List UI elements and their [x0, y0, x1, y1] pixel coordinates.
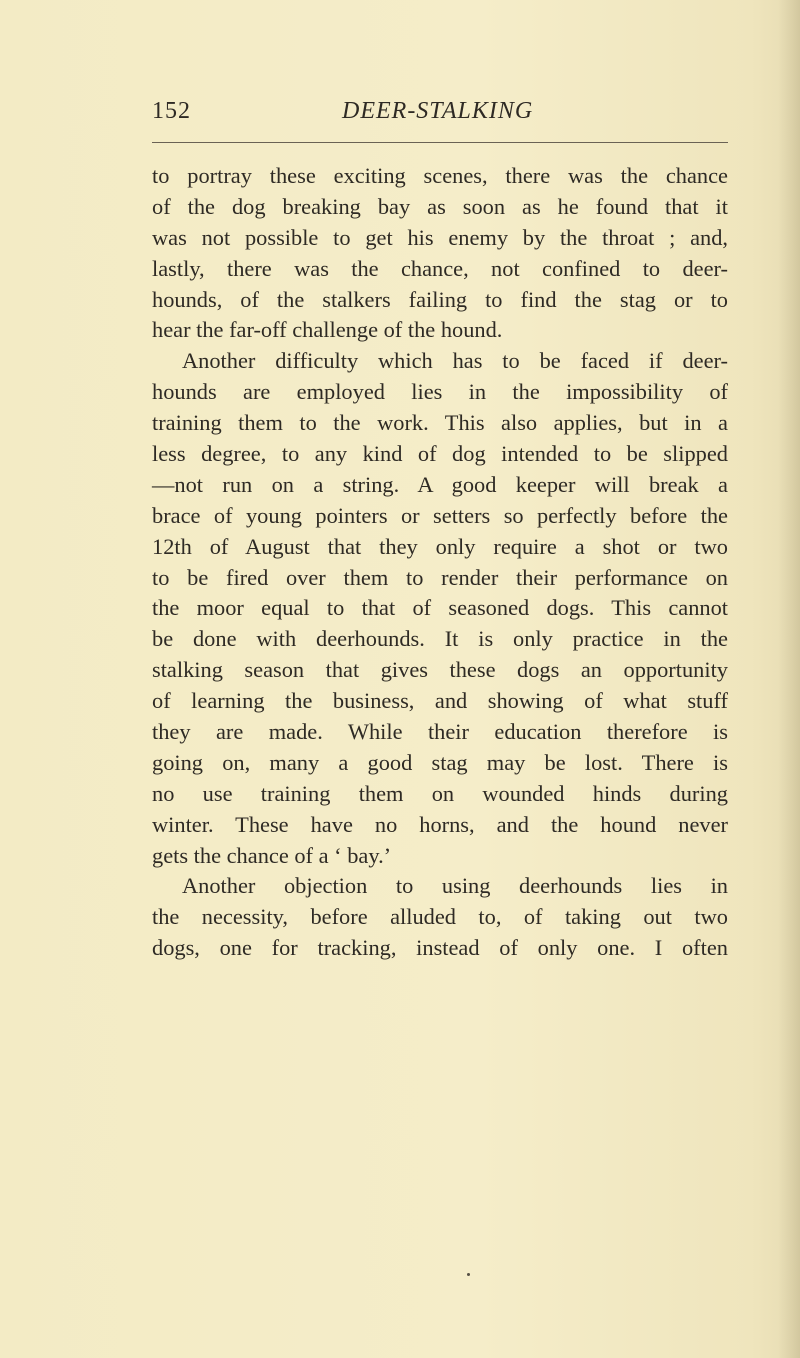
text-line: hounds, of the stalkers failing to find the stag or to [152, 286, 728, 312]
text-line: of the dog breaking bay as soon as he found that it [152, 193, 728, 219]
text-line: be done with deerhounds. It is only practice in the [152, 626, 728, 652]
header-rule [152, 142, 728, 143]
running-head: DEER-STALKING [342, 98, 534, 124]
text-line: brace of young pointers or setters so perfectly before the [152, 502, 728, 528]
text-line: —not run on a string. A good keeper will break a [152, 471, 728, 497]
page-edge-shadow [778, 0, 800, 1358]
text-line: training them to the work. This also applies, but in a [152, 410, 728, 436]
text-line: less degree, to any kind of dog intended to be slipped [152, 441, 728, 467]
page-header [152, 98, 728, 138]
text-line: was not possible to get his enemy by the throat ; and, [152, 224, 728, 250]
text-line: going on, many a good stag may be lost. There is [152, 749, 728, 775]
text-line: to portray these exciting scenes, there was the chance [152, 163, 728, 188]
text-line: Another difficulty which has to be faced if deer- [182, 348, 728, 374]
text-line: hounds are employed lies in the impossibility of [152, 379, 728, 405]
text-line: no use training them on wounded hinds during [152, 780, 728, 806]
text-line: stalking season that gives these dogs an opportunity [152, 657, 728, 683]
text-line: lastly, there was the chance, not confined to deer- [152, 255, 728, 281]
text-line: Another objection to using deerhounds lies in [182, 873, 728, 899]
text-line: they are made. While their education therefore is [152, 719, 728, 745]
text-line: gets the chance of a ‘ bay.’ [152, 842, 392, 868]
page-number: 152 [152, 98, 191, 124]
text-line: hear the far-off challenge of the hound. [152, 317, 503, 343]
body-text [152, 161, 728, 964]
text-line: winter. These have no horns, and the hound never [152, 811, 728, 837]
text-line: the necessity, before alluded to, of taking out two [152, 904, 728, 930]
text-line: dogs, one for tracking, instead of only one. I often [152, 935, 728, 961]
text-line: to be fired over them to render their performance on [152, 564, 728, 590]
text-line: of learning the business, and showing of what stuff [152, 688, 728, 714]
text-line: 12th of August that they only require a shot or two [152, 533, 728, 559]
print-speck [467, 1273, 470, 1276]
text-line: the moor equal to that of seasoned dogs. This cannot [152, 595, 728, 621]
